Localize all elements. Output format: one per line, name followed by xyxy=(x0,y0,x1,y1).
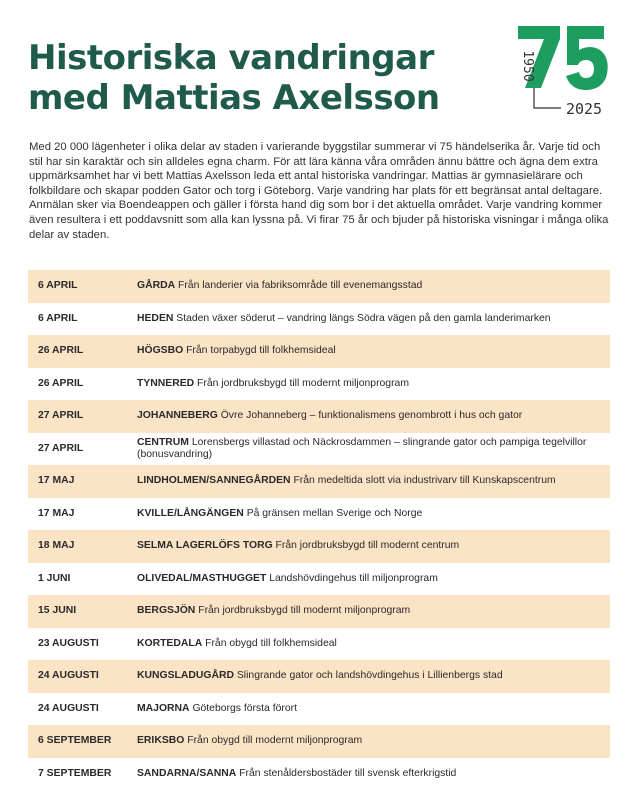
schedule-row xyxy=(28,530,610,563)
walk-description xyxy=(137,670,610,682)
walk-theme: Från torpabygd till folkhemsideal xyxy=(186,345,336,357)
walk-description xyxy=(137,638,610,650)
logo-unit-text: ÅR xyxy=(581,65,591,72)
page-title xyxy=(28,38,468,118)
walk-area-name: MAJORNA xyxy=(137,702,190,714)
walk-area-name: CENTRUM xyxy=(137,436,189,448)
walk-description xyxy=(137,345,610,357)
schedule-row xyxy=(28,725,610,758)
walk-area-name: SELMA LAGERLÖFS TORG xyxy=(137,540,273,552)
walk-date: 27 APRIL xyxy=(38,442,84,454)
walk-description xyxy=(137,475,610,487)
walk-theme: Staden växer söderut – vandring längs Södra vägen på den gamla landerimarken xyxy=(176,312,551,324)
walk-area-name: HÖGSBO xyxy=(137,345,184,357)
walk-description xyxy=(137,573,610,585)
walk-description xyxy=(137,280,610,292)
walk-area-name: ERIKSBO xyxy=(137,735,185,747)
walk-theme: Göteborgs första förort xyxy=(192,702,297,714)
walk-theme: Övre Johanneberg – funktionalismens genombrott i hus och gator xyxy=(220,410,523,422)
walk-date: 7 SEPTEMBER xyxy=(38,767,112,779)
schedule-row xyxy=(28,758,610,791)
walk-area-name: SANDARNA/SANNA xyxy=(137,767,237,779)
walk-date: 6 APRIL xyxy=(38,312,78,324)
title-line-2: med Mattias Axelsson xyxy=(28,78,440,118)
schedule-row xyxy=(28,693,610,726)
title-line-1: Historiska vandringar xyxy=(28,38,434,78)
logo-bracket-line xyxy=(534,88,561,108)
walk-date: 17 MAJ xyxy=(38,475,75,487)
walk-date: 27 APRIL xyxy=(38,410,84,422)
walk-area-name: LINDHOLMEN/SANNEGÅRDEN xyxy=(137,475,291,487)
walk-description xyxy=(137,703,610,715)
schedule-row xyxy=(28,433,610,466)
walk-description xyxy=(137,437,610,461)
schedule-row xyxy=(28,335,610,368)
walk-area-name: JOHANNEBERG xyxy=(137,410,218,422)
walk-description xyxy=(137,605,610,617)
walk-theme: Från medeltida slott via industrivarv till Kunskapscentrum xyxy=(293,475,556,487)
walk-date: 17 MAJ xyxy=(38,507,75,519)
schedule-row xyxy=(28,368,610,401)
walk-description xyxy=(137,410,610,422)
intro-paragraph: Med 20 000 lägenheter i olika delar av staden i varierande byggstilar summerar vi 75 händelserika år. Varje tid och stil har sin karaktär och sin alldeles egna charm. För att lära känna våra områden ännu bättre och ägna dem extra uppmärksamhet har vi bett Mattias Axelsson leda ett antal historiska vandringar. Mattias är gymnasielärare och folkbildare och skapar podden Gator och torg i Göteborg. Varje vandring har plats för ett begränsat antal deltagare. Anmälan sker via Boendeappen och gäller i första hand dig som bor i det aktuella området. Varje vandring kommer även resultera i ett poddavsnitt som alla kan lyssna på. Vi firar 75 år och bjuder på historiska visningar i många olika delar av staden. xyxy=(29,141,609,241)
anniversary-logo-graphic xyxy=(512,22,612,122)
walk-date: 15 JUNI xyxy=(38,605,77,617)
walk-area-name: HEDEN xyxy=(137,312,174,324)
walk-theme: Från obygd till modernt miljonprogram xyxy=(187,735,363,747)
walk-date: 24 AUGUSTI xyxy=(38,670,99,682)
walk-theme: Från obygd till folkhemsideal xyxy=(205,637,337,649)
walk-theme: Slingrande gator och landshövdingehus i Lillienbergs stad xyxy=(236,670,503,682)
logo-five-shape xyxy=(566,26,608,90)
walk-description xyxy=(137,768,610,780)
logo-end-year: 2025 xyxy=(565,100,603,118)
walk-theme: Från jordbruksbygd till modernt miljonprogram xyxy=(198,605,411,617)
walk-theme: Från jordbruksbygd till modernt centrum xyxy=(275,540,460,552)
walk-date: 26 APRIL xyxy=(38,377,84,389)
walk-theme: Från jordbruksbygd till modernt miljonprogram xyxy=(197,377,409,389)
walk-description xyxy=(137,540,610,552)
schedule-row xyxy=(28,628,610,661)
walk-date: 23 AUGUSTI xyxy=(38,637,99,649)
schedule-row xyxy=(28,270,610,303)
walk-area-name: OLIVEDAL/MASTHUGGET xyxy=(137,572,267,584)
walk-date: 6 SEPTEMBER xyxy=(38,735,112,747)
walk-area-name: TYNNERED xyxy=(137,377,195,389)
walk-date: 1 JUNI xyxy=(38,572,71,584)
schedule-row xyxy=(28,400,610,433)
walk-description xyxy=(137,735,610,747)
walk-date: 6 APRIL xyxy=(38,280,78,292)
walk-date: 24 AUGUSTI xyxy=(38,702,99,714)
walk-theme: Lorensbergs villastad och Näckrosdammen – slingrande gator och pampiga tegelvillor (bonusvandring) xyxy=(137,436,587,460)
walk-date: 26 APRIL xyxy=(38,345,84,357)
walk-description xyxy=(137,378,610,390)
schedule-row xyxy=(28,563,610,596)
walk-theme: Från stenåldersbostäder till svensk efterkrigstid xyxy=(239,767,457,779)
walk-theme: På gränsen mellan Sverige och Norge xyxy=(246,507,423,519)
schedule-row xyxy=(28,303,610,336)
walk-theme: Från landerier via fabriksområde till evenemangsstad xyxy=(178,280,423,292)
schedule-row xyxy=(28,660,610,693)
schedule-row xyxy=(28,465,610,498)
anniversary-logo xyxy=(512,22,612,122)
walk-area-name: KVILLE/LÅNGÄNGEN xyxy=(137,507,244,519)
walk-area-name: KORTEDALA xyxy=(137,637,203,649)
schedule-row xyxy=(28,595,610,628)
walk-description xyxy=(137,508,610,520)
walk-schedule-table xyxy=(28,270,610,790)
walk-area-name: KUNGSLADUGÅRD xyxy=(137,670,234,682)
walk-area-name: BERGSJÖN xyxy=(137,605,196,617)
schedule-row xyxy=(28,498,610,531)
walk-area-name: GÅRDA xyxy=(137,280,176,292)
walk-theme: Landshövdingehus till miljonprogram xyxy=(269,572,438,584)
logo-start-year: 1950 xyxy=(520,50,535,82)
walk-description xyxy=(137,313,610,325)
walk-date: 18 MAJ xyxy=(38,540,75,552)
